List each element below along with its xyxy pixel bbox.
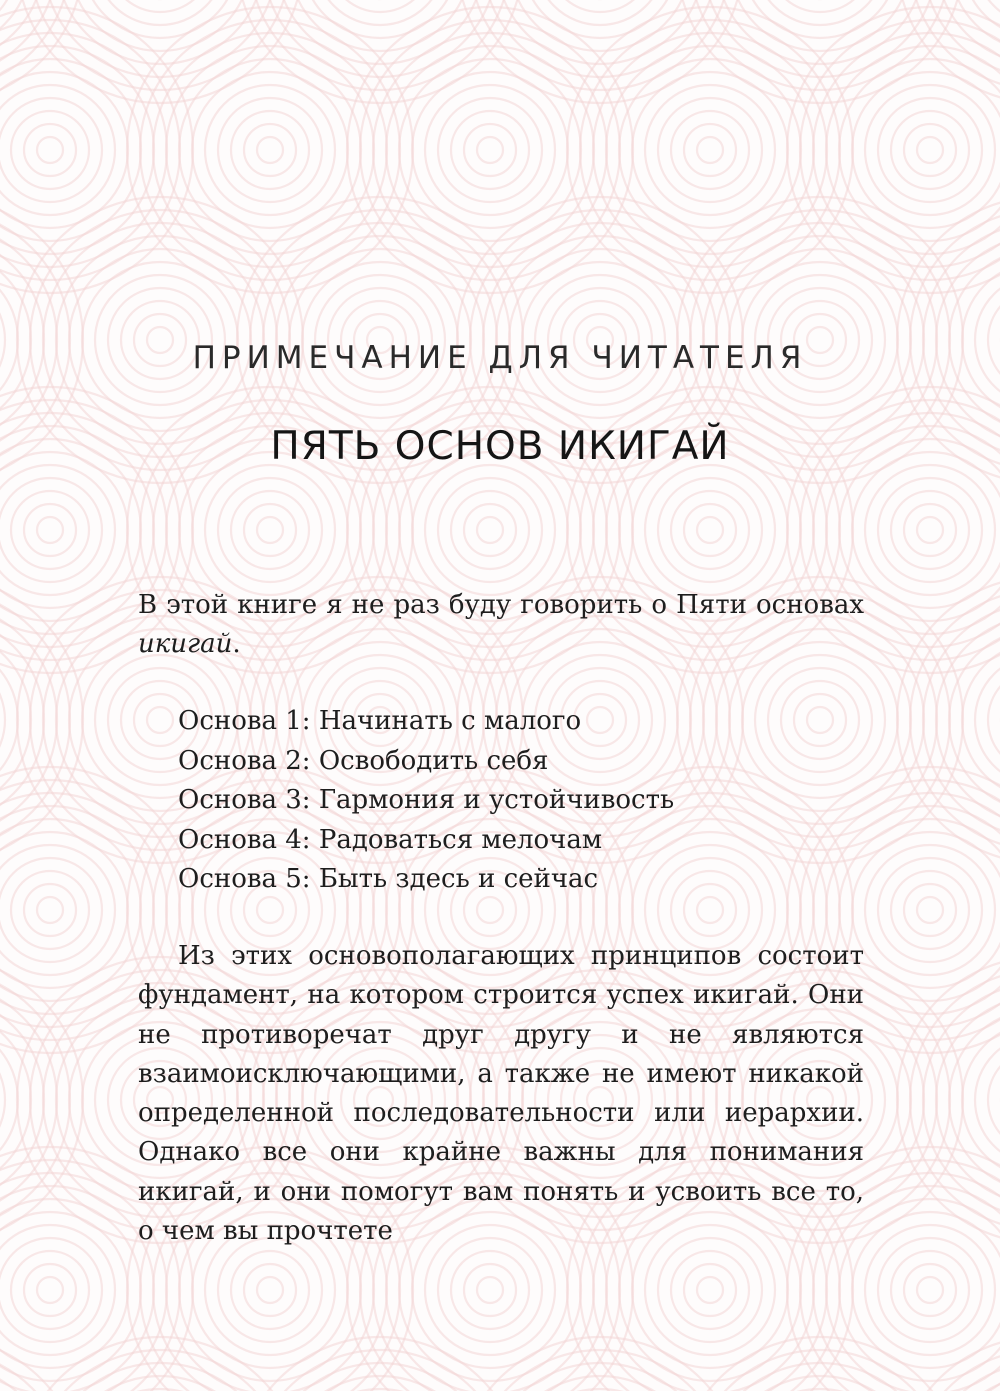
section-kicker: ПРИМЕЧАНИЕ ДЛЯ ЧИТАТЕЛЯ (192, 340, 808, 376)
principle-item: Основа 3: Гармония и устойчивость (178, 785, 675, 815)
intro-text: В этой книге я не раз буду говорить о Пяти основах (138, 590, 864, 620)
body-paragraph: Из этих основополагающих принципов состоит фундамент, на котором строится успех икигай. Они не противоречат друг другу и не являются взаимоисключающими, а также не имеют никакой определенной последовательности или иерархии. Однако все они крайне важны для понимания икигай, и они помогут вам понять и усвоить все то, о чем вы прочтете (138, 941, 864, 1247)
intro-end: . (232, 629, 241, 659)
principle-item: Основа 1: Начинать с малого (178, 706, 582, 736)
principle-item: Основа 4: Радоваться мелочам (178, 824, 603, 855)
principle-item: Основа 2: Освободить себя (178, 745, 549, 776)
intro-paragraph (138, 586, 864, 664)
principles-list (178, 702, 674, 900)
intro-emphasis: икигай (138, 629, 233, 659)
page-title: ПЯТЬ ОСНОВ ИКИГАЙ (270, 424, 730, 469)
principle-item: Основа 5: Быть здесь и сейчас (178, 864, 599, 894)
